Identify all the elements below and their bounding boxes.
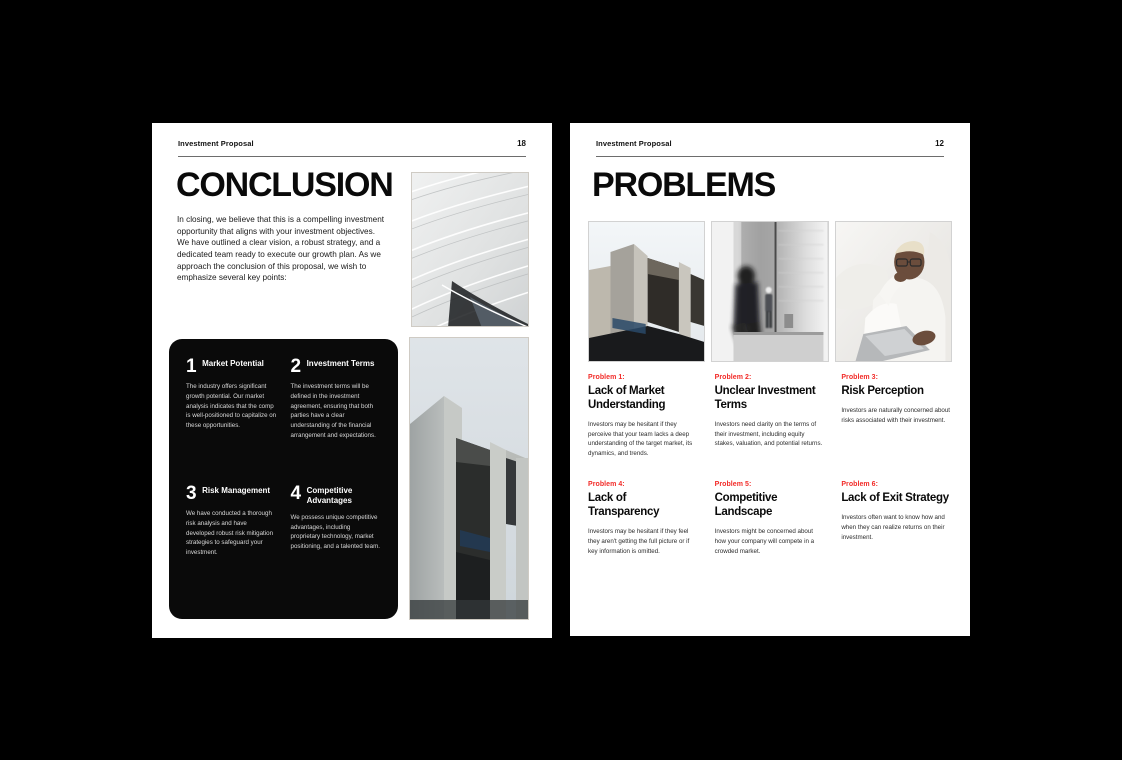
page-problems[interactable] [570,123,970,636]
problem-3-label: Problem 3: [841,374,879,381]
key-point-2-number: 2 [290,356,301,377]
page-number: 18 [517,139,526,148]
concrete-architecture-photo [588,221,705,362]
running-header-title: Investment Proposal [178,139,254,148]
key-point-2-title: Investment Terms [306,359,375,368]
problem-2-body: Investors need clarity on the terms of their investment, including equity stakes, valuation, and potential returns. [714,420,823,448]
key-point-4-head [291,485,382,506]
key-point-4-number: 4 [290,483,301,504]
problem-3-title: Risk Perception [841,385,924,397]
lobby-motion-blur-illustration [712,222,827,361]
page-left-running-header [178,139,526,148]
problem-3-body: Investors are naturally concerned about risks associated with their investment. [841,406,951,424]
key-point-4-body: We possess unique competitive advantages, including proprietary technology, market positioning, and a talented team. [290,514,380,550]
problem-6-title: Lack of Exit Strategy [841,492,949,505]
problem-5-label: Problem 5: [714,481,752,489]
problem-image-strip [588,221,952,362]
problem-card-3 [841,374,952,459]
problem-4-title: Lack of Transparency [588,492,660,519]
header-divider [596,156,944,157]
page-title: CONCLUSION [176,166,393,204]
key-point-1-number: 1 [186,356,197,377]
problem-5-body: Investors might be concerned about how your company will compete in a crowded market. [714,527,815,555]
problem-6-body: Investors often want to know how and when they can realize returns on their investment. [841,514,945,541]
problem-6-label: Problem 6: [841,481,879,489]
key-point-2-body: The investment terms will be defined in the investment agreement, ensuring that both parties have a clear understanding of the financial arrangement and expectations. [290,383,376,439]
problem-card-5 [715,481,826,556]
page-title: PROBLEMS [592,166,776,204]
key-point-2 [291,358,382,473]
key-point-2-head [291,358,382,375]
problem-1-title: Lack of Market Understanding [588,385,666,411]
problem-5-title: Competitive Landscape [714,492,778,519]
problem-card-2 [715,374,826,459]
key-point-1 [186,358,277,473]
key-point-3-title: Risk Management [202,486,271,495]
key-point-3 [186,485,277,600]
problem-2-label: Problem 2: [714,374,752,381]
facade-texture-illustration [412,173,529,327]
problem-card-1 [588,374,699,459]
key-points-card [169,339,398,619]
problem-2-title: Unclear Investment Terms [714,385,816,411]
concrete-architecture-illustration [589,222,704,361]
person-laptop-photo [835,221,952,362]
key-point-3-number: 3 [186,483,197,504]
building-entrance-illustration [410,338,529,620]
problem-4-body: Investors may be hesitant if they feel they aren't getting the full picture or if key information is omitted. [588,527,690,555]
problem-card-6 [841,481,952,556]
problem-4-label: Problem 4: [588,481,625,489]
header-divider [178,156,526,157]
key-point-3-head [186,485,277,502]
problem-card-4 [588,481,699,556]
key-point-1-title: Market Potential [202,359,264,368]
person-laptop-illustration [836,222,951,361]
problem-1-label: Problem 1: [588,374,625,381]
key-point-3-body: We have conducted a thorough risk analysis and have developed robust risk mitigation strategies to safeguard your investment. [186,510,274,556]
page-number: 12 [935,139,944,148]
problems-grid [588,374,952,557]
intro-paragraph: In closing, we believe that this is a compelling investment opportunity that aligns with your investment objectives. We have outlined a clear vision, a robust strategy, and a dedicated team ready to execute our growth plan. As we approach the conclusion of this proposal, we wish to emphasize several key points: [177,215,385,283]
problem-1-body: Investors may be hesitant if they perceive that your team lacks a deep understanding of the target market, its dynamics, and trends. [588,420,693,458]
page-conclusion[interactable] [152,123,552,638]
facade-texture-photo [411,172,529,327]
key-point-1-head [186,358,277,375]
key-point-4-title: Competitive Advantages [306,486,353,505]
key-point-1-body: The industry offers significant growth potential. Our market analysis indicates that the comp is well-positioned to capitalize on these opportunities. [186,383,277,429]
lobby-motion-blur-photo [711,221,828,362]
building-entrance-photo [409,337,529,620]
running-header-title: Investment Proposal [596,139,672,148]
page-right-running-header [596,139,944,148]
key-point-4 [291,485,382,600]
